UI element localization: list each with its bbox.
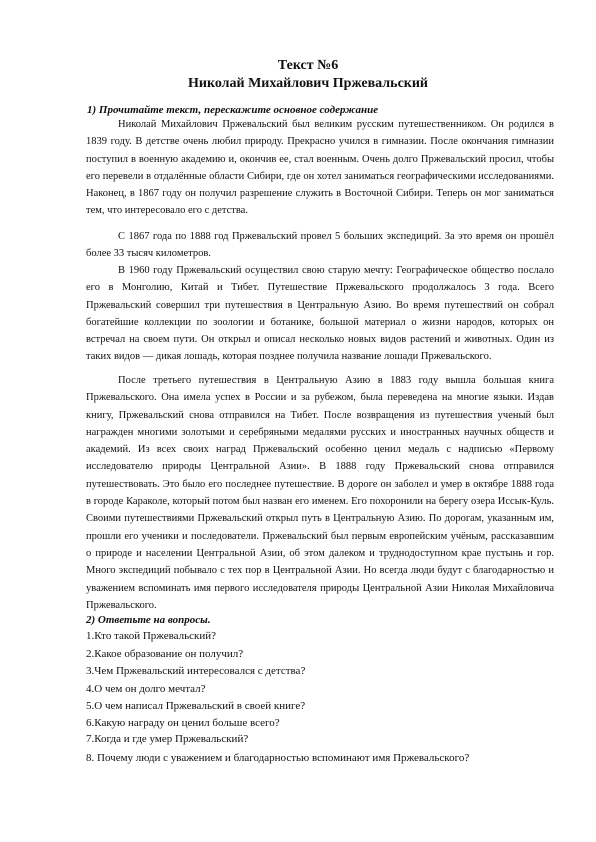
paragraph-2: С 1867 года по 1888 год Пржевальский провел 5 больших экспедиций. За это время он прошёл более 33 тысяч километров.	[86, 231, 554, 260]
person-name-title: Николай Михайлович Пржевальский	[188, 76, 428, 91]
paragraph-3: В 1960 году Пржевальский осуществил свою старую мечту: Географическое общество послало его в Монголию, Китай и Тибет. Путешествие Пржевальского продолжалось 3 года. Всего Пржевальский совершил три путешествия в Центральную Азию. Во время путешествий он собрал богатейшие коллекции по зоологии и ботанике, большой материал о жизни народов, которых он встречал на своем пути. Он открыл и описал несколько новых видов растений и животных. Один из таких видов — дикая лошадь, которая позднее получила название лошади Пржевальского.	[86, 265, 554, 363]
task-1-heading: 1) Прочитайте текст, перескажите основное содержание	[87, 104, 379, 116]
text-number-title: Текст №6	[277, 58, 339, 73]
task-2-heading: 2) Ответьте на вопросы.	[86, 614, 211, 626]
question-7: 7.Когда и где умер Пржевальский?	[86, 733, 249, 745]
question-8: 8. Почему люди с уважением и благодарностью вспоминают имя Пржевальского?	[86, 752, 470, 764]
paragraph-4: После третьего путешествия в Центральную Азию в 1883 году вышла большая книга Пржевальского. Она имела успех в России и за рубежом, была переведена на многие языки. Издав книгу, Пржевальский снова отправился на Тибет. После возвращения из путешествия ученый был награжден многими золотыми и серебряными медалями русских и иностранных научных обществ и академий. Из всех своих наград Пржевальский особенно ценил медаль с надписью «Первому исследователю природы Центральной Азии». В 1888 году Пржевальский снова отправился путешествовать. Это было его последнее путешествие. В дороге он заболел и умер в октябре 1888 года в городе Караколе, который потом был назван его именем. Его похоронили на берегу озера Иссык-Куль. Своими путешествиями Пржевальский открыл путь в Центральную Азию. По дорогам, указанным им, прошли его ученики и последователи. Пржевальский был первым европейским учёным, рассказавшим о природе и населении Центральной Азии, об этом далеком и труднодоступном крае пустынь и гор. Много экспедиций побывало с тех пор в Центральной Азии. Но всегда люди будут с благодарностью и уважением вспоминать имя первого исследователя природы Центральной Азии Николая Михайловича Пржевальского.	[86, 375, 554, 611]
paragraph-1: Николай Михайлович Пржевальский был великим русским путешественником. Он родился в 1839 году. В детстве очень любил природу. Прекрасно учился в гимназии. После окончания гимназии поступил в военную академию и, окончив ее, стал военным. Очень долго Пржевальский просил, чтобы его перевели в отдалённые области Сибири, где он хотел заниматься географическими исследованиями. Наконец, в 1867 году он получил разрешение служить в Восточной Сибири. Теперь он мог заниматься тем, что интересовало его с детства.	[86, 119, 554, 217]
question-2: 2.Какое образование он получил?	[86, 648, 244, 660]
question-3: 3.Чем Пржевальский интересовался с детства?	[86, 665, 306, 677]
question-4: 4.О чем он долго мечтал?	[86, 683, 206, 695]
question-1: 1.Кто такой Пржевальский?	[86, 630, 217, 642]
question-6: 6.Какую награду он ценил больше всего?	[86, 717, 280, 729]
question-5: 5.О чем написал Пржевальский в своей книге?	[86, 700, 306, 712]
